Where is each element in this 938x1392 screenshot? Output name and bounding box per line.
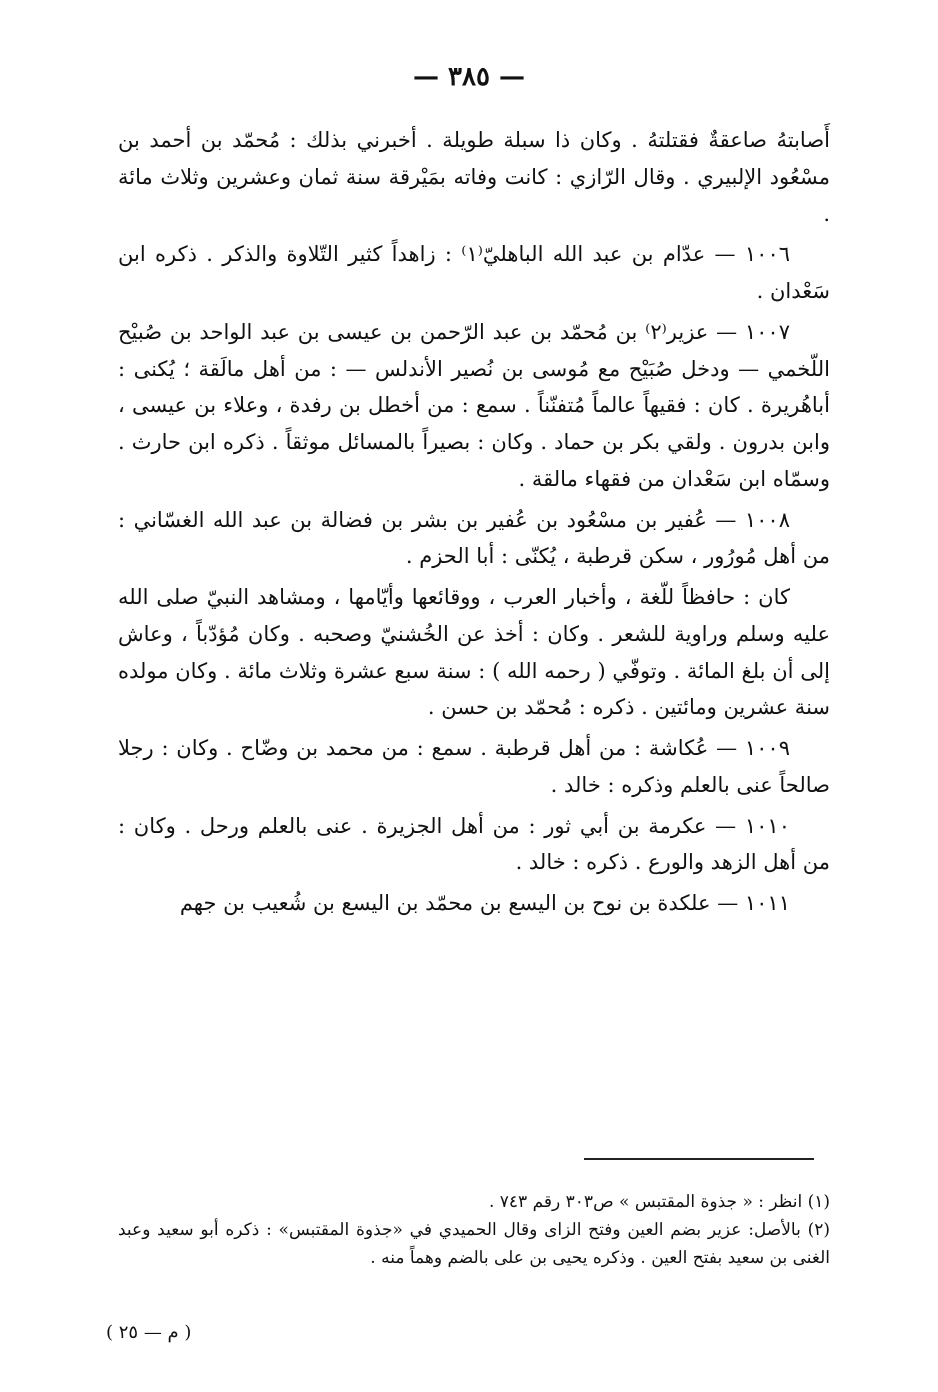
footnotes (118, 1188, 830, 1272)
entry-paragraph: ١٠٠٦ — عدّام بن عبد الله الباهليّ⁽١⁾ : زاهداً كثير التّلاوة والذكر . ذكره ابن سَعْدان . (118, 242, 830, 303)
footnote-divider (584, 1158, 814, 1160)
entry-paragraph: أَصابتهُ صاعقةٌ فقتلتهُ . وكان ذا سبلة طويلة . أخبرني بذلك : مُحمّد بن أحمد بن مسْعُود الإلبيري . وقال الرّازي : كانت وفاته بمَيْرقة سنة ثمان وعشرين وثلاث مائة . (118, 128, 830, 226)
footnote: (٢) بالأصل: عزير بضم العين وفتح الزاى وقال الحميدي في «جذوة المقتبس» : ذكره أبو سعيد وعبد الغنى بن سعيد بفتح العين . وذكره يحيى بن على بالضم وهماً منه . (118, 1220, 830, 1269)
entry-paragraph: ١٠٠٧ — عزير⁽٢⁾ بن مُحمّد بن عبد الرّحمن بن عيسى بن عبد الواحد بن صُبيْح اللّخمي — ودخل صُبَيْح مع مُوسى بن نُصير الأندلس — : من أهل مالَقة ؛ يُكنى : أباهُريرة . كان : فقيهاً عالماً مُتفنّناً . سمع : من أخطل بن رفدة ، وعلاء بن عيسى ، وابن بدرون . ولقي بكر بن حماد . وكان : بصيراً بالمسائل موثقاً . ذكره ابن حارث . وسمّاه ابن سَعْدان من فقهاء مالقة . (118, 319, 830, 491)
entry-paragraph: ١٠١١ — علكدة بن نوح بن اليسع بن محمّد بن اليسع بن شُعيب بن جهم (179, 891, 790, 915)
entry-paragraph: ١٠١٠ — عكرمة بن أبي ثور : من أهل الجزيرة . عنى بالعلم ورحل . وكان : من أهل الزهد والورع . ذكره : خالد . (118, 813, 830, 875)
signature-mark: ( م — ٢٥ ) (106, 1322, 192, 1343)
footnote: (١) انظر : « جذوة المقتبس » ص٣٠٣ رقم ٧٤٣ . (488, 1192, 830, 1212)
entry-paragraph: كان : حافظاً للّغة ، وأخبار العرب ، ووقائعها وأيّامها ، ومشاهد النبيّ صلى الله عليه وسلم وراوية للشعر . وكان : أخذ عن الخُشنيّ وصحبه . وكان مُؤدّباً ، وعاش إلى أن بلغ المائة . وتوفّي ( رحمه الله ) : سنة سبع عشرة وثلاث مائة . وكان مولده سنة عشرين ومائتين . ذكره : مُحمّد بن حسن . (118, 585, 830, 720)
entry-paragraph: ١٠٠٨ — عُفير بن مسْعُود بن عُفير بن بشر بن فضالة بن عبد الله الغسّاني : من أهل مُورُور ، سكن قرطبة ، يُكنّى : أبا الحزم . (118, 507, 830, 569)
entry-paragraph: ١٠٠٩ — عُكاشة : من أهل قرطبة . سمع : من محمد بن وضّاح . وكان : رجلا صالحاً عنى بالعلم وذكره : خالد . (118, 736, 830, 797)
main-text (118, 122, 830, 926)
page-number: — ٣٨٥ — (412, 62, 526, 92)
